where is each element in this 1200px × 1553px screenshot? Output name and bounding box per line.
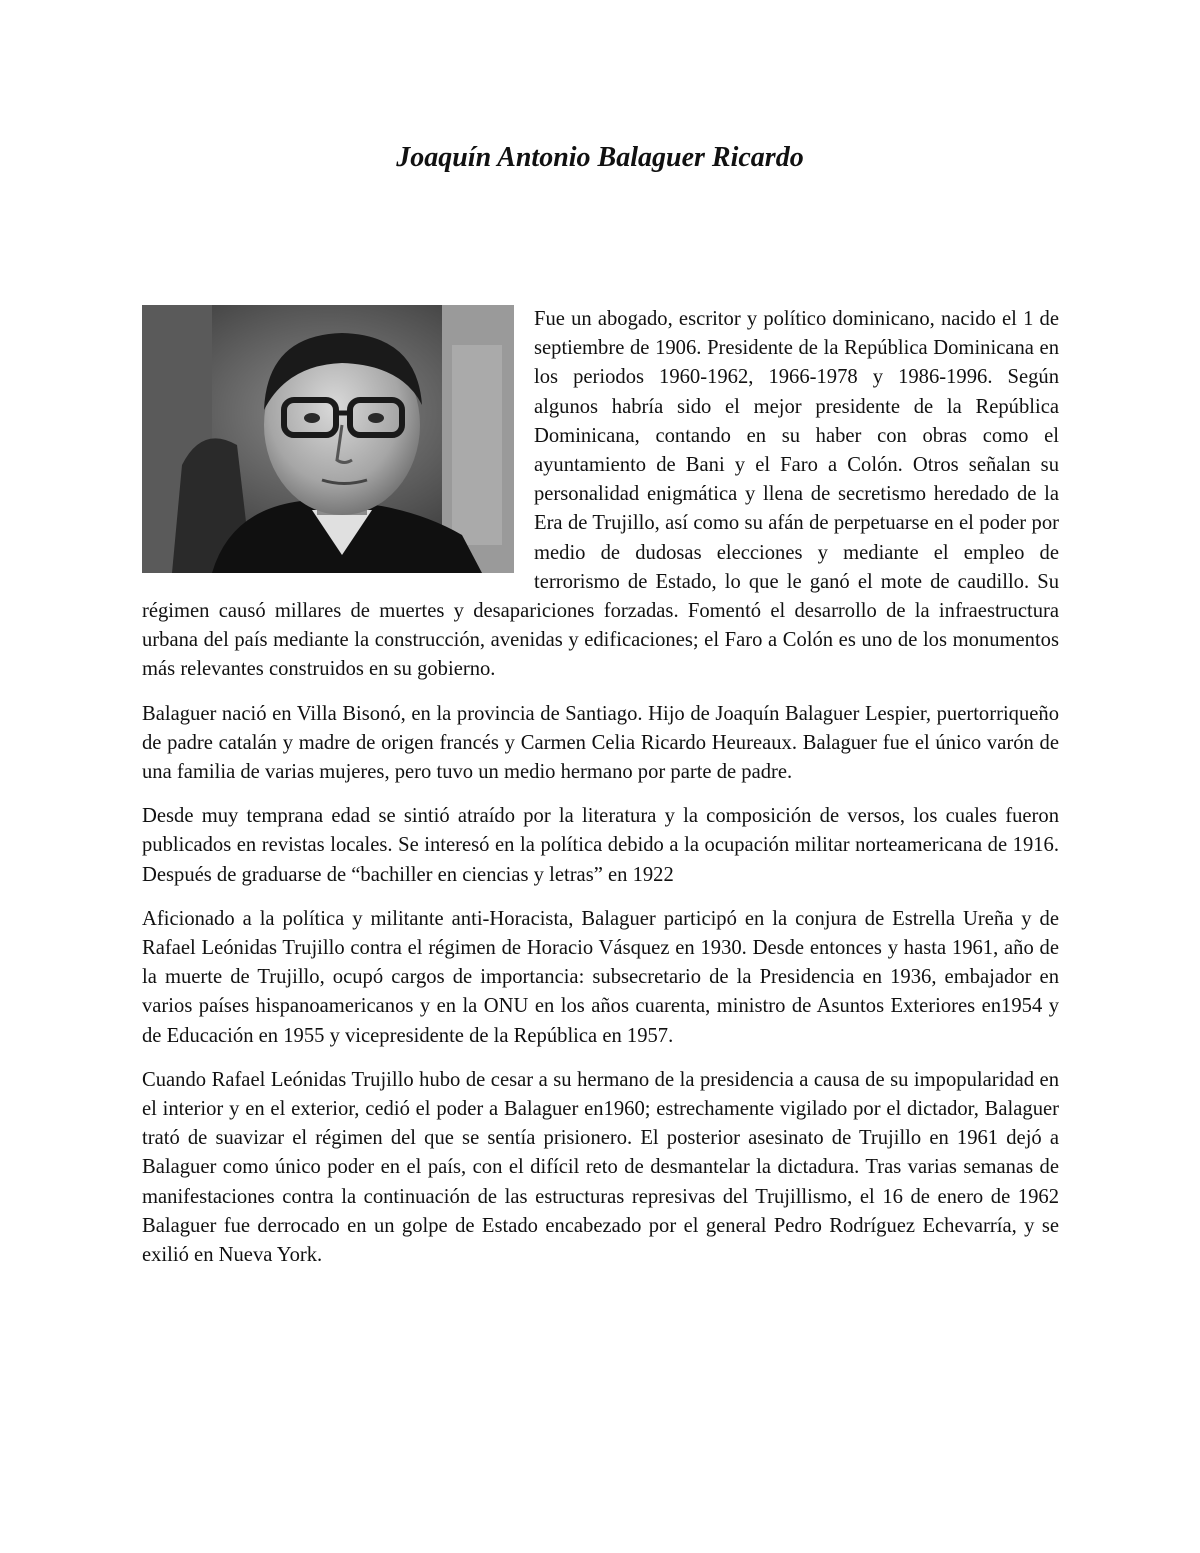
document-body bbox=[142, 305, 1059, 1285]
paragraph-intro: Fue un abogado, escritor y político dominicano, nacido el 1 de septiembre de 1906. Presidente de la República Dominicana en los periodos 1960-1962, 1966-1978 y 1986-1996. Según algunos habría sido el mejor presidente de la República Dominicana, contando en su haber con obras como el ayuntamiento de Bani y el Faro a Colón. Otros señalan su personalidad enigmática y llena de secretismo heredado de la Era de Trujillo, así como su afán de perpetuarse en el poder por medio de dudosas elecciones y mediante el empleo de terrorismo de Estado, lo que le ganó el mote de caudillo. Su régimen causó millares de muertes y desapariciones forzadas. Fomentó el desarrollo de la infraestructura urbana del país mediante la construcción, avenidas y edificaciones; el Faro a Colón es uno de los monumentos más relevantes construidos en su gobierno. bbox=[142, 308, 1059, 681]
portrait-photo bbox=[142, 305, 514, 573]
paragraph-birth: Balaguer nació en Villa Bisonó, en la provincia de Santiago. Hijo de Joaquín Balaguer Lespier, puertorriqueño de padre catalán y madre de origen francés y Carmen Celia Ricardo Heureaux. Balaguer fue el único varón de una familia de varias mujeres, pero tuvo un medio hermano por parte de padre. bbox=[142, 702, 1059, 784]
paragraph-youth: Desde muy temprana edad se sintió atraído por la literatura y la composición de versos, los cuales fueron publicados en revistas locales. Se interesó en la política debido a la ocupación militar norteamericana de 1916. Después de graduarse de “bachiller en ciencias y letras” en 1922 bbox=[142, 805, 1059, 886]
paragraph-career: Aficionado a la política y militante anti-Horacista, Balaguer participó en la conjura de Estrella Ureña y de Rafael Leónidas Trujillo contra el régimen de Horacio Vásquez en 1930. Desde entonces y hasta 1961, año de la muerte de Trujillo, ocupó cargos de importancia: subsecretario de la Presidencia en 1936, embajador en varios países hispanoamericanos y en la ONU en los años cuarenta, ministro de Asuntos Exteriores en1954 y de Educación en 1955 y vicepresidente de la República en 1957. bbox=[142, 907, 1059, 1047]
portrait-illustration bbox=[142, 305, 514, 573]
paragraph-presidency: Cuando Rafael Leónidas Trujillo hubo de cesar a su hermano de la presidencia a causa de su impopularidad en el interior y en el exterior, cedió el poder a Balaguer en1960; estrechamente vigilado por el dictador, Balaguer trató de suavizar el régimen del que se sentía prisionero. El posterior asesinato de Trujillo en 1961 dejó a Balaguer como único poder en el país, con el difícil reto de desmantelar la dictadura. Tras varias semanas de manifestaciones contra la continuación de las estructuras represivas del Trujillismo, el 16 de enero de 1962 Balaguer fue derrocado en un golpe de Estado encabezado por el general Pedro Rodríguez Echevarría, y se exilió en Nueva York. bbox=[142, 1068, 1059, 1267]
document-title: Joaquín Antonio Balaguer Ricardo bbox=[396, 142, 804, 173]
